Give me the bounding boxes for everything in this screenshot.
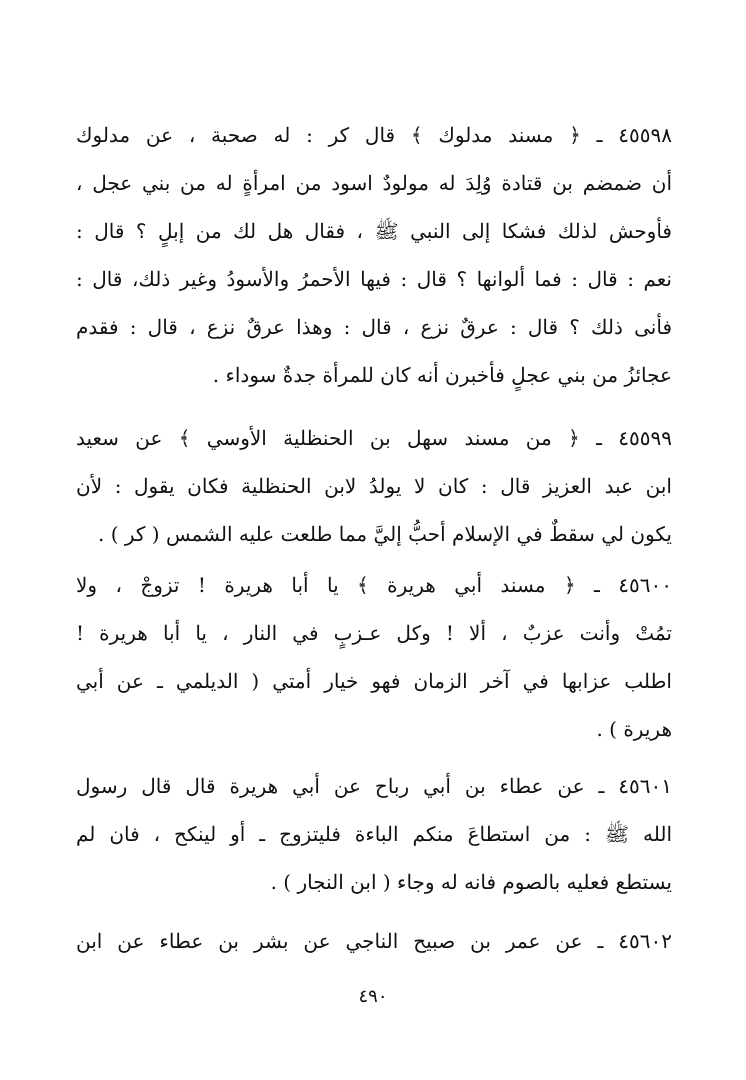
- hadith-entry-45598: [76, 111, 672, 399]
- text-line: ٤٥٦٠٢ ـ عن عمر بن صبيح الناجي عن بشر بن عطاء عن ابن: [76, 929, 672, 953]
- hadith-entry-45601: [76, 762, 672, 906]
- hadith-entry-45599: [76, 414, 672, 558]
- text-line: عجائزُ من بني عجلٍ فأخبرن أنه كان للمرأة جدةٌ سوداء .: [212, 363, 672, 387]
- text-line: تمُتْ وأنت عزبٌ ، ألا ! وكل عـزبٍ في النار ، يا أبا هريرة !: [76, 621, 672, 645]
- text-line: يكون لي سقطٌ في الإسلام أحبُّ إليَّ مما طلعت عليه الشمس ( كر ) .: [98, 522, 672, 546]
- text-line: هريرة ) .: [596, 717, 672, 741]
- text-line: اطلب عزابها في آخر الزمان فهو خيار أمتي ( الديلمي ـ عن أبي: [76, 669, 672, 693]
- text-line: الله ﷺ : من استطاعَ منكم الباءة فليتزوج ـ أو لينكح ، فان لم: [76, 822, 672, 846]
- text-line: فأنى ذلك ؟ قال : عرقٌ نزع ، قال : وهذا عرقٌ نزع ، قال : فقدم: [76, 315, 672, 339]
- text-line: أن ضمضم بن قتادة وُلِدَ له مولودٌ اسود من امرأةٍ له من بني عجل ،: [76, 171, 672, 195]
- text-line: ابن عبد العزيز قال : كان لا يولدُ لابن الحنظلية فكان يقول : لأن: [76, 474, 672, 498]
- hadith-entry-45600: [76, 561, 672, 753]
- text-line: فأوحش لذلك فشكا إلى النبي ﷺ ، فقال هل لك من إبلٍ ؟ قال :: [76, 219, 672, 243]
- hadith-entry-45602: [76, 917, 672, 965]
- text-line: ٤٥٦٠١ ـ عن عطاء بن أبي رباح عن أبي هريرة قال قال رسول: [76, 774, 672, 798]
- text-line: يستطع فعليه بالصوم فانه له وجاء ( ابن النجار ) .: [270, 870, 672, 894]
- text-line: ٤٥٥٩٩ ـ ﴿ من مسند سهل بن الحنظلية الأوسي ﴾ عن سعيد: [76, 426, 672, 450]
- text-line: ٤٥٦٠٠ ـ ﴿ مسند أبي هريرة ﴾ يا أبا هريرة ! تزوجْ ، ولا: [76, 573, 672, 597]
- text-line: نعم : قال : فما ألوانها ؟ قال : فيها الأحمرُ والأسودُ وغير ذلك، قال :: [76, 267, 672, 291]
- text-line: ٤٥٥٩٨ ـ ﴿ مسند مدلوك ﴾ قال كر : له صحبة ، عن مدلوك: [76, 123, 672, 147]
- page-number: ٤٩٠: [358, 986, 388, 1007]
